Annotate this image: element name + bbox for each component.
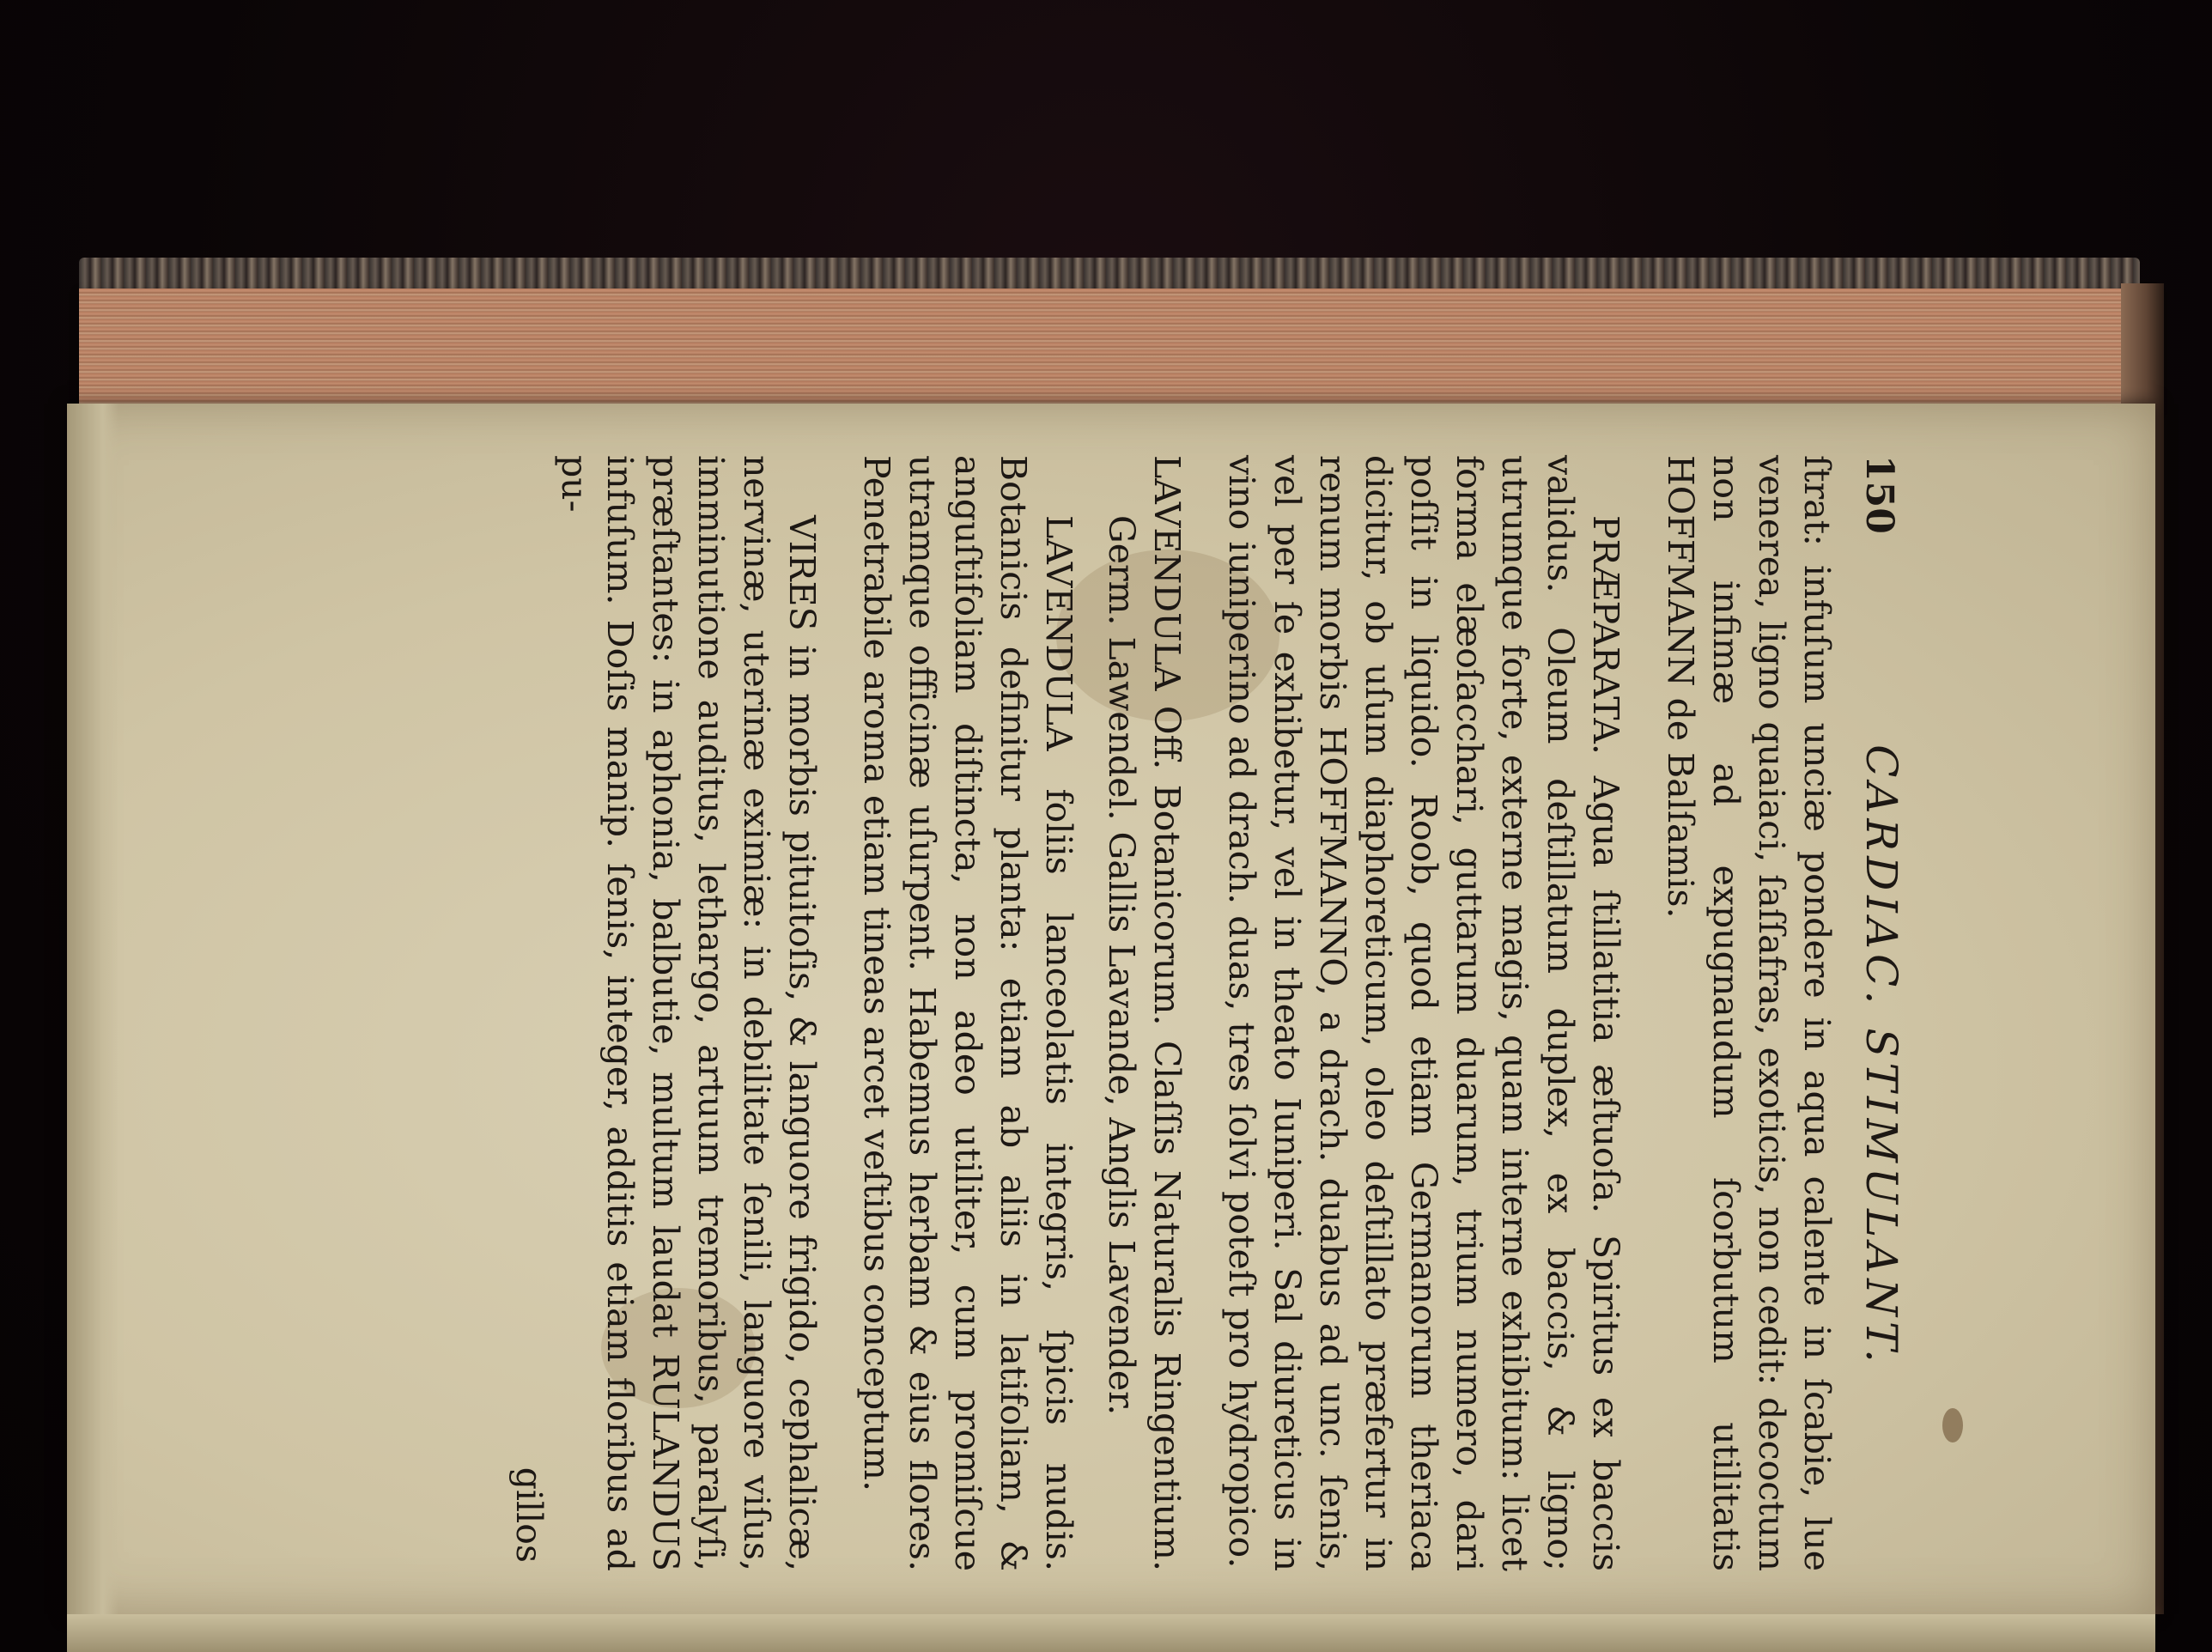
entry-heading-lavendula: LAVENDULA Off. Botanicorum. Claſſis Naturalis Ringentium. Germ. Lawendel. Gallis Lavande, Anglis Lavender.	[1101, 455, 1188, 1571]
paragraph-praeparata: PRÆPARATA. Agua ſtillatitia æſtuoſa. Spiritus ex baccis validus. Oleum deſtillatum duplex, ex baccis, & ligno; utrumque forte, externe magis, quam interne exhibitum: licet forma elæoſacchari, guttarum duarum, trium numero, dari poſſit in liquido. Roob, quod etiam Germanorum theriaca dicitur, ob uſum diaphoreticum, oleo deſtillato præfertur in renum morbis HOFFMANNO, a drach. duabus ad unc. ſenis, vel per ſe exhibetur, vel in theato Iuniperi. Sal diureticus in vino iuniperino ad drach. duas, tres ſolvi poteſt pro hydropico.	[1221, 455, 1626, 1571]
page-edges	[79, 288, 2157, 411]
paper-stain	[1942, 1408, 1963, 1442]
page-gutter-shadow	[67, 404, 118, 1614]
paragraph-lavendula-description: LAVENDULA foliis lanceolatis integris, ſpicis nudis. Botanicis definitur planta: etiam ab aliis in latifoliam, & anguſtifoliam diſtincta, non adeo utiliter, cum promiſcue utramque officinæ uſurpent. Habemus herbam & eius flores. Penetrabile aroma etiam tineas arcet veſtibus conceptum.	[856, 455, 1079, 1571]
paragraph-vires: VIRES in morbis pituitoſis, & languore frigido, cephalicæ, nervinæ, uterinæ eximiæ: in debilitate ſenili, languore viſus, imminutione auditus, lethargo, artuum tremoribus, paralyſi, præſtantes: in aphonia, balbutie, multum laudat RULANDUS infuſum. Doſis manip. ſenis, integer, additis etiam floribus ad pu-	[554, 455, 823, 1571]
marbled-book-edge	[79, 258, 2140, 292]
running-head: CARDIAC. STIMULANT.	[1856, 744, 1906, 1368]
page-header	[1839, 455, 1906, 1571]
catchword: gillos	[508, 1467, 550, 1563]
printed-text-block	[326, 455, 1906, 1571]
page-number: 150	[1857, 455, 1901, 534]
paragraph-continuation: ſtrat: infuſum unciæ pondere in aqua calente in ſcabie, lue venerea, ligno quaiaci, ſaſſafras, exoticis, non cedit: decoctum non infimæ ad expugnaudum ſcorbutum utilitatis HOFFMANN de Balſamis.	[1660, 455, 1838, 1571]
page-bottom-edge	[67, 1614, 2155, 1652]
